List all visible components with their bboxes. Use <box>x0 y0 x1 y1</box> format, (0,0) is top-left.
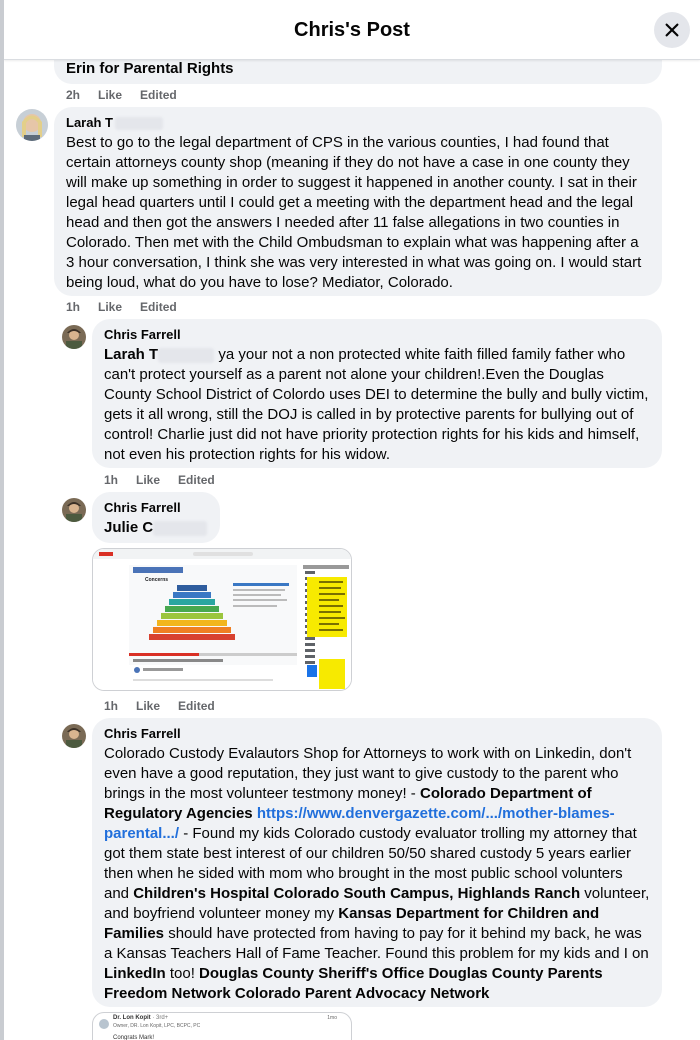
comment-time[interactable]: 2h <box>66 88 81 102</box>
reply-text: Larah T ya your not a non protected white faith filled family father who can't protect yourself as a parent not alone your children!.Even the Douglas County School District of Colordo uses DEI to determine the bully and bully victim, gets it all wrong, still the DOJ is called in by protective parents for bullying out of control! Charlie just did not have priority protection rights for his kids and himself, not even his protection rights for his widow. <box>104 346 649 463</box>
dialog-title: Chris's Post <box>294 19 410 41</box>
edited-label: Edited <box>140 88 177 102</box>
like-button[interactable]: Like <box>136 473 161 487</box>
avatar-chris[interactable] <box>62 724 86 748</box>
preview-age: 1mo <box>327 1015 337 1021</box>
preview-name: Dr. Lon Kopit · 3rd+ <box>113 1015 169 1021</box>
like-button[interactable]: Like <box>98 88 123 102</box>
linkedin-preview-attachment[interactable] <box>92 1012 352 1040</box>
comment-author[interactable]: Larah T <box>66 115 650 131</box>
comment-time[interactable]: 1h <box>104 699 119 713</box>
post-dialog <box>4 0 700 1040</box>
edited-label: Edited <box>178 473 215 487</box>
reply-author[interactable]: Chris Farrell <box>104 500 181 515</box>
avatar-chris[interactable] <box>62 325 86 349</box>
reply-bubble-3 <box>92 718 662 1007</box>
page-tag[interactable]: LinkedIn <box>104 965 166 982</box>
avatar-larah[interactable] <box>16 109 48 141</box>
close-button[interactable] <box>654 12 690 48</box>
mention-tag[interactable]: Larah T <box>104 346 159 363</box>
article-link[interactable]: https://www.denvergazette.com/.../mother-blames-parental.../ <box>104 805 615 842</box>
reply-actions-1 <box>104 473 233 487</box>
redacted-name <box>158 348 214 363</box>
edited-label: Edited <box>140 300 177 314</box>
comment-text: Best to go to the legal department of CPS in the various counties, I had found that certain attorneys county shop (meaning if they do not have a case in one county they will make up something in order to suggest it happened in another county. I sat in their legal head quarters until I could get a meeting with the department head and the legal head and then got the answers I needed after 11 false allegations in two counties in Colorado. Then met with the Child Ombudsman to explain what was happening after a 3 hour conversation, I think she was very interested in what was going on. I would start being loud, what do you have to lose? Mediator, Colorado. <box>66 134 642 291</box>
comment-actions-larah <box>66 300 195 314</box>
close-icon <box>663 21 681 39</box>
page-tag[interactable]: Children's Hospital Colorado South Campus, Highlands Ranch <box>133 885 581 902</box>
attachment-image <box>93 549 352 691</box>
reply-author[interactable]: Chris Farrell <box>104 327 181 342</box>
like-button[interactable]: Like <box>98 300 123 314</box>
page-tag[interactable]: Douglas County Sheriff's Office Douglas County Parents Freedom Network Colorado Parent Advocacy Network <box>104 965 603 1002</box>
reply-text <box>104 518 208 538</box>
dialog-header <box>4 0 700 60</box>
page-tag[interactable]: Colorado Department of Regulatory Agencies <box>104 785 592 822</box>
avatar-image <box>62 498 86 522</box>
comment-actions-top <box>66 88 195 102</box>
preview-snippet: Congrats Mark! <box>113 1035 155 1040</box>
avatar-image <box>16 109 48 141</box>
comment-bubble-larah <box>54 107 662 296</box>
avatar-chris[interactable] <box>62 498 86 522</box>
comment-time[interactable]: 1h <box>66 300 81 314</box>
redacted-name <box>153 521 207 536</box>
screenshot-attachment[interactable] <box>92 548 352 691</box>
avatar-image <box>62 325 86 349</box>
reply-bubble-1 <box>92 319 662 468</box>
reply-bubble-2 <box>92 492 220 543</box>
reply-actions-2 <box>104 699 233 713</box>
like-button[interactable]: Like <box>136 699 161 713</box>
reply-author[interactable]: Chris Farrell <box>104 726 181 741</box>
redacted-name <box>115 117 163 130</box>
attachment-heading: Concerns <box>145 577 169 583</box>
edited-label: Edited <box>178 699 215 713</box>
preview-subtitle: Owner, DR. Lon Kopit, LPC, BCPC, PC <box>113 1023 201 1029</box>
reply-text: Colorado Custody Evalautors Shop for Attorneys to work with on Linkedin, don't even have a good reputation, they just want to give custody to the parent who brings in the most volunteer testmony money! - Colorado Department of Regulatory Agencies https://www.denvergazette.com/.../mother-blames-parental.../ - Found my kids Colorado custody evaluator trolling my attorney that got them state best interest of our children 50/50 shared custody 5 years earlier then when he sided with mom who brought in the most public school volunters and Children's Hospital Colorado South Campus, Highlands Ranch volunteer, and boyfriend volunteer money my Kansas Department for Children and Families should have protected from having to pay for it behind my back, he was a Kansas Teachers Hall of Fame Teacher. Found this problem for my kids and I on LinkedIn too! Douglas County Sheriff's Office Douglas County Parents Freedom Network Colorado Parent Advocacy Network <box>104 745 650 1002</box>
page-tag[interactable]: Kansas Department for Children and Families <box>104 905 600 942</box>
mention-tag[interactable]: Julie C <box>104 519 154 536</box>
comment-time[interactable]: 1h <box>104 473 119 487</box>
preview-avatar <box>99 1019 109 1029</box>
comment-text-tail: Erin for Parental Rights <box>66 60 234 77</box>
avatar-image <box>62 724 86 748</box>
